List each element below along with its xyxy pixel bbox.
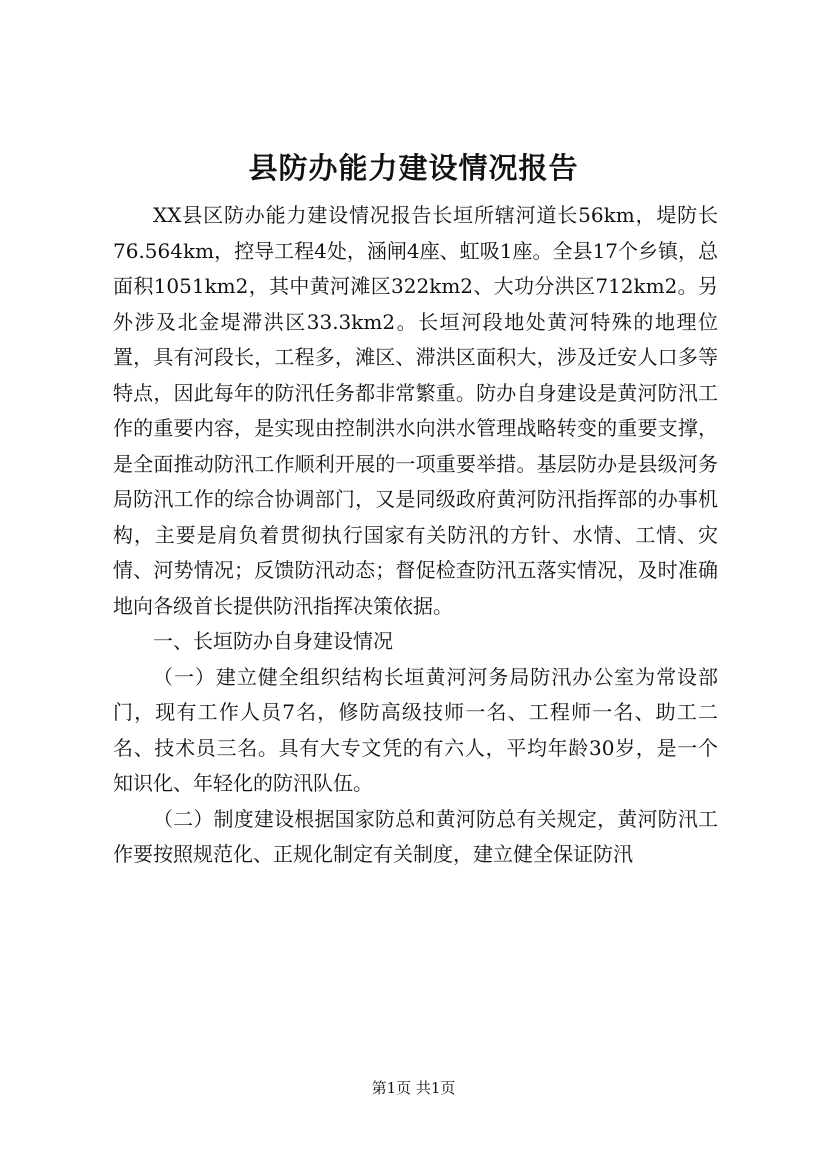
page-footer: 第1页 共1页 <box>371 1079 456 1097</box>
section-heading: 一、长垣防办自身建设情况 <box>153 629 393 653</box>
document-title: 县防办能力建设情况报告 <box>248 151 579 185</box>
paragraph-organization: （一）建立健全组织结构长垣黄河河务局防汛办公室为常设部门，现有工作人员7名，修防高级技师一名、工程师一名、助工二名、技术员三名。具有大专文凭的有六人，平均年龄30岁，是一个知识化、年轻化的防汛队伍。 <box>113 664 718 795</box>
paragraph-system: （二）制度建设根据国家防总和黄河防总有关规定，黄河防汛工作要按照规范化、正规化制定有关制度，建立健全保证防汛 <box>113 806 718 866</box>
document-body <box>113 198 718 873</box>
paragraph-intro: XX县区防办能力建设情况报告长垣所辖河道长56km，堤防长76.564km，控导工程4处，涵闸4座、虹吸1座。全县17个乡镇，总面积1051km2，其中黄河滩区322km2、大功分洪区712km2。另外涉及北金堤滞洪区33.3km2。长垣河段地处黄河特殊的地理位置，具有河段长，工程多，滩区、滞洪区面积大，涉及迁安人口多等特点，因此每年的防汛任务都非常繁重。防办自身建设是黄河防汛工作的重要内容，是实现由控制洪水向洪水管理战略转变的重要支撑，是全面推动防汛工作顺利开展的一项重要举措。基层防办是县级河务局防汛工作的综合协调部门，又是同级政府黄河防汛指挥部的办事机构，主要是肩负着贯彻执行国家有关防汛的方针、水情、工情、灾情、河势情况；反馈防汛动态；督促检查防汛五落实情况，及时准确地向各级首长提供防汛指挥决策依据。 <box>113 203 718 618</box>
